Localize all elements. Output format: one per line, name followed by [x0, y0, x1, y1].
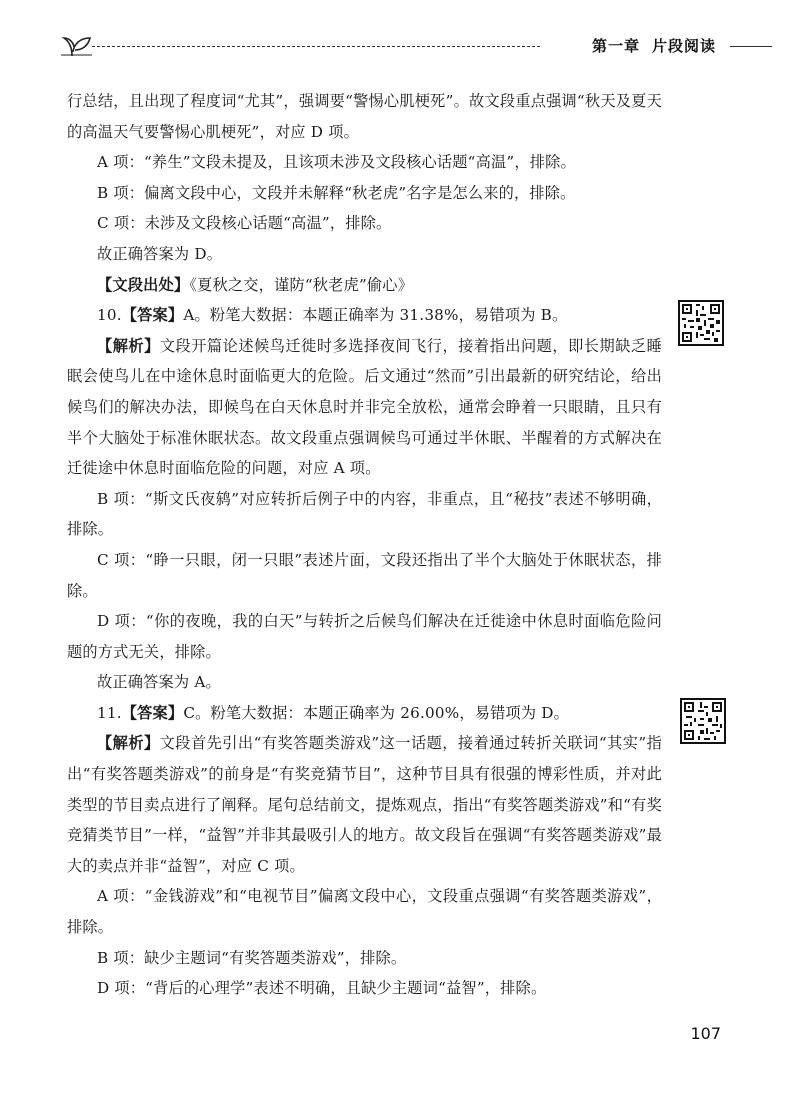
paragraph: B 项：缺少主题词“有奖答题类游戏”，排除。 [97, 948, 407, 967]
paragraph: C 项：未涉及文段核心话题“高温”，排除。 [97, 214, 392, 233]
header-rule-left [92, 46, 540, 47]
header-rule-right [730, 46, 772, 47]
page-number: 107 [690, 1024, 721, 1043]
answer-paragraph-10: 10.【答案】A。粉笔大数据：本题正确率为 31.38%，易错项为 B。 [97, 306, 568, 325]
paragraph: C 项：“睁一只眼，闭一只眼”表述片面，文段还指出了半个大脑处于休眠状态，排除。 [67, 550, 662, 600]
question-number: 10. [97, 306, 122, 325]
analysis-tag: 【解析】 [97, 734, 160, 753]
answer-tag: 【答案】 [121, 306, 184, 325]
analysis-paragraph: 【解析】文段开篇论述候鸟迁徙时多选择夜间飞行，接着指出问题，即长期缺乏睡眠会使鸟儿在中途休息时面临更大的危险。后文通过“然而”引出最新的研究结论，给出候鸟们的解决办法，即候鸟在白天休息时并非完全放松，通常会睁着一只眼睛，且只有半个大脑处于标准休眠状态。故文段重点强调候鸟可通过半休眠、半醒着的方式解决在迁徙途中休息时面临危险的问题，对应 A 项。 [67, 336, 662, 478]
source-paragraph: 【文段出处】《夏秋之交，谨防“秋老虎”偷心》 [97, 275, 414, 294]
chapter-number: 第一章 [592, 37, 641, 55]
paragraph: 故正确答案为 D。 [97, 244, 223, 263]
analysis-tag: 【解析】 [97, 336, 160, 355]
question-number: 11. [97, 703, 122, 722]
chapter-title [592, 35, 716, 56]
paragraph: 故正确答案为 A。 [97, 673, 221, 692]
leaf-sprout-icon [58, 32, 98, 58]
paragraph: B 项：偏离文段中心，文段并未解释“秋老虎”名字是怎么来的，排除。 [97, 183, 576, 202]
source-tag: 【文段出处】 [97, 275, 190, 294]
page-header [40, 34, 772, 58]
qr-code-icon[interactable] [678, 300, 724, 346]
paragraph: B 项：“斯文氏夜鸫”对应转折后例子中的内容，非重点，且“秘技”表述不够明确，排除。 [67, 489, 662, 539]
paragraph: 行总结，且出现了程度词“尤其”，强调要“警惕心肌梗死”。故文段重点强调“秋天及夏天的高温天气要警惕心肌梗死”，对应 D 项。 [67, 92, 662, 141]
analysis-paragraph: 【解析】文段首先引出“有奖答题类游戏”这一话题，接着通过转折关联词“其实”指出“有奖答题类游戏”的前身是“有奖竞猜节目”，这种节目具有很强的博彩性质，并对此类型的节目卖点进行了阐释。尾句总结前文，提炼观点，指出“有奖答题类游戏”和“有奖竞猜类节目”一样，“益智”并非其最吸引人的地方。故文段旨在强调“有奖答题类游戏”最大的卖点并非“益智”，对应 C 项。 [67, 734, 662, 875]
paragraph: A 项：“养生”文段未提及，且该项未涉及文段核心话题“高温”，排除。 [97, 153, 576, 172]
paragraph: D 项：“背后的心理学”表述不明确，且缺少主题词“益智”，排除。 [97, 979, 547, 998]
paragraph: A 项：“金钱游戏”和“电视节目”偏离文段中心，文段重点强调“有奖答题类游戏”，排除。 [67, 887, 662, 937]
qr-code-icon[interactable] [680, 698, 726, 744]
section-name: 片段阅读 [652, 37, 717, 55]
page-body [67, 86, 662, 1004]
paragraph: D 项：“你的夜晚，我的白天”与转折之后候鸟们解决在迁徙途中休息时面临危险问题的方式无关，排除。 [67, 612, 662, 661]
answer-tag: 【答案】 [121, 703, 184, 722]
answer-paragraph-11: 11.【答案】C。粉笔大数据：本题正确率为 26.00%，易错项为 D。 [97, 703, 570, 722]
